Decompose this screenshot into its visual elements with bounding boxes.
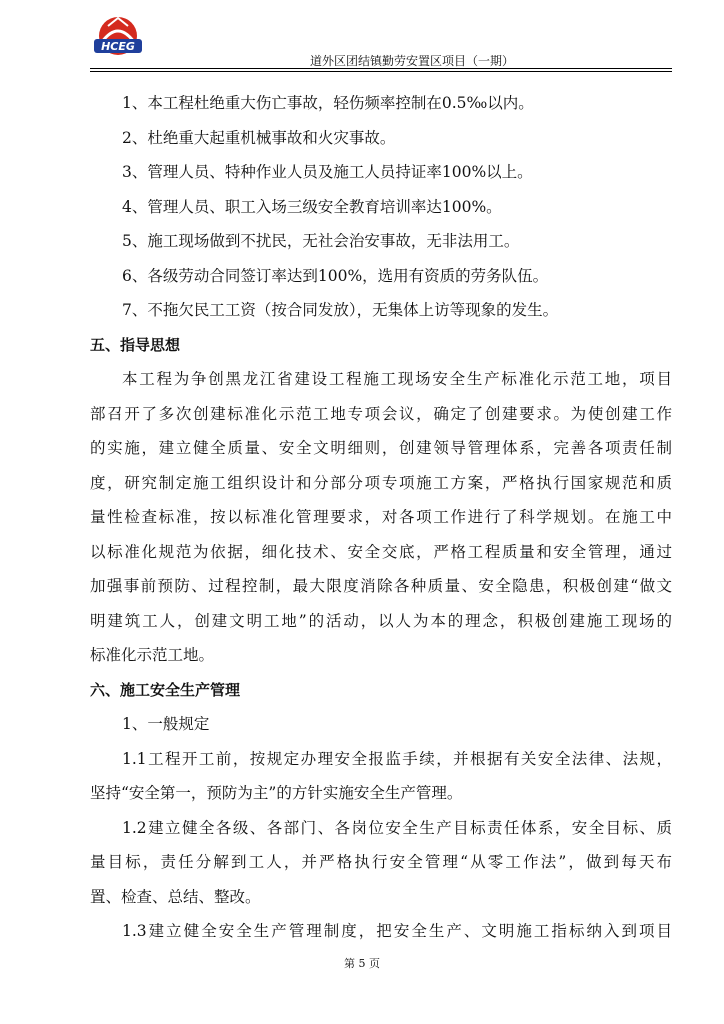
hceg-logo-icon — [92, 14, 144, 66]
text-line: 7、不拖欠民工工资（按合同发放），无集体上访等现象的发生。 — [122, 301, 559, 319]
text-line: 2、杜绝重大起重机械事故和火灾事故。 — [122, 128, 396, 147]
page-number: 第 5 页 — [344, 957, 380, 970]
text-line: 的实施，建立健全质量、安全文明细则，创建领导管理体系，完善各项责任制 — [90, 439, 672, 457]
text-line: 量目标，责任分解到工人，并严格执行安全管理“从零工作法”，做到每天布 — [90, 853, 672, 871]
text-line: 加强事前预防、过程控制，最大限度消除各种质量、安全隐患，积极创建“做文 — [90, 577, 672, 595]
text-line: 6、各级劳动合同签订率达到100%，选用有资质的劳务队伍。 — [122, 266, 549, 285]
text-line: 1.2建立健全各级、各部门、各岗位安全生产目标责任体系，安全目标、质 — [122, 818, 672, 837]
text-line: 本工程为争创黑龙江省建设工程施工现场安全生产标准化示范工地，项目 — [122, 370, 672, 388]
text-line: 1、一般规定 — [122, 715, 210, 733]
text-line: 以标准化规范为依据，细化技术、安全交底，严格工程质量和安全管理，通过 — [90, 542, 672, 561]
company-logo — [92, 14, 144, 66]
text-line: 3、管理人员、特种作业人员及施工人员持证率100%以上。 — [122, 163, 533, 181]
document-header-title: 道外区团结镇勤劳安置区项目（一期） — [309, 54, 514, 68]
text-line: 置、检查、总结、整改。 — [90, 887, 261, 906]
text-line: 标准化示范工地。 — [90, 646, 215, 664]
text-line: 明建筑工人，创建文明工地”的活动，以人为本的理念，积极创建施工现场的 — [90, 611, 672, 630]
logo-text: HCEG — [101, 40, 135, 53]
text-line: 4、管理人员、职工入场三级安全教育培训率达100%。 — [122, 197, 502, 216]
section-heading: 六、施工安全生产管理 — [90, 680, 241, 699]
document-body — [90, 86, 672, 949]
text-line: 量性检查标准，按以标准化管理要求，对各项工作进行了科学规划。在施工中 — [90, 508, 672, 526]
text-line: 1.1工程开工前，按规定办理安全报监手续，并根据有关安全法律、法规， — [122, 749, 672, 768]
text-line: 坚持“安全第一，预防为主”的方针实施安全生产管理。 — [90, 784, 463, 802]
text-line: 5、施工现场做到不扰民，无社会治安事故，无非法用工。 — [122, 232, 520, 250]
header-rule — [90, 68, 672, 69]
text-line: 度，研究制定施工组织设计和分部分项专项施工方案，严格执行国家规范和质 — [90, 473, 672, 492]
section-heading: 五、指导思想 — [90, 335, 181, 354]
text-line: 部召开了多次创建标准化示范工地专项会议，确定了创建要求。为使创建工作 — [90, 404, 672, 423]
text-line: 1、本工程杜绝重大伤亡事故，轻伤频率控制在0.5‰以内。 — [122, 94, 534, 112]
text-line: 1.3建立健全安全生产管理制度，把安全生产、文明施工指标纳入到项目 — [122, 922, 672, 940]
header-rule-thin — [90, 71, 672, 72]
